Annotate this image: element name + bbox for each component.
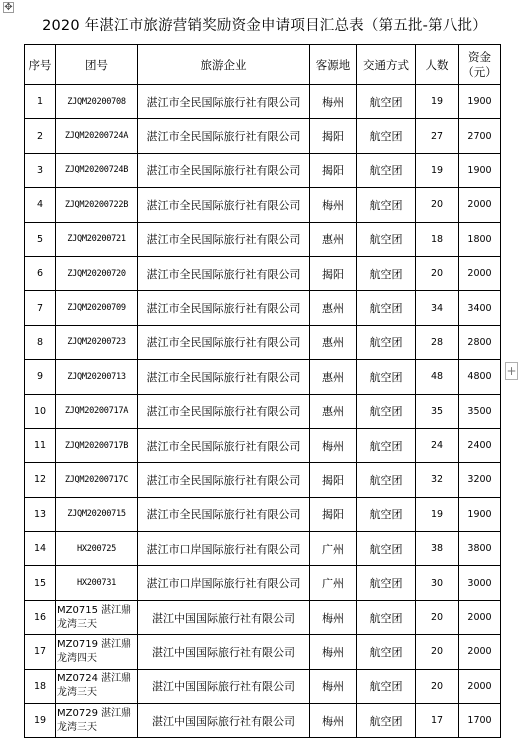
cell-people: 19 [416,153,459,187]
cell-fund: 3000 [459,566,501,600]
header-fund-line1: 资金 [468,49,491,64]
cell-source: 揭阳 [310,256,357,290]
cell-team: ZJQM20200713 [56,360,138,394]
cell-transport: 航空团 [357,566,416,600]
cell-fund: 2000 [459,188,501,222]
cell-seq: 6 [25,256,56,290]
cell-team: ZJQM20200723 [56,325,138,359]
cell-transport: 航空团 [357,325,416,359]
cell-company: 湛江市全民国际旅行社有限公司 [138,222,310,256]
cell-team: ZJQM20200724B [56,153,138,187]
cell-transport: 航空团 [357,394,416,428]
cell-seq: 2 [25,119,56,153]
cell-people: 32 [416,463,459,497]
cell-team: ZJQM20200724A [56,119,138,153]
cell-fund: 2000 [459,669,501,703]
header-source: 客源地 [310,45,357,85]
cell-team: ZJQM20200722B [56,188,138,222]
cell-source: 惠州 [310,222,357,256]
cell-people: 27 [416,119,459,153]
cell-transport: 航空团 [357,635,416,669]
cell-company: 湛江市全民国际旅行社有限公司 [138,463,310,497]
header-fund-line2: （元） [462,64,497,79]
cell-people: 20 [416,600,459,634]
cell-people: 17 [416,704,459,738]
cell-seq: 19 [25,704,56,738]
cell-company: 湛江市全民国际旅行社有限公司 [138,291,310,325]
table-row [25,256,501,290]
cell-company: 湛江市全民国际旅行社有限公司 [138,256,310,290]
cell-company: 湛江市全民国际旅行社有限公司 [138,188,310,222]
cell-seq: 5 [25,222,56,256]
cell-fund: 2000 [459,600,501,634]
cell-source: 梅州 [310,600,357,634]
table-row [25,222,501,256]
cell-transport: 航空团 [357,669,416,703]
cell-team: HX200731 [56,566,138,600]
cell-source: 梅州 [310,188,357,222]
table-row [25,188,501,222]
cell-transport: 航空团 [357,532,416,566]
table-row [25,153,501,187]
cell-company: 湛江中国国际旅行社有限公司 [138,704,310,738]
cell-transport: 航空团 [357,153,416,187]
cell-source: 惠州 [310,325,357,359]
cell-fund: 2700 [459,119,501,153]
cell-team: ZJQM20200709 [56,291,138,325]
table-row [25,85,501,119]
cell-company: 湛江中国国际旅行社有限公司 [138,600,310,634]
cell-source: 梅州 [310,635,357,669]
cell-people: 18 [416,222,459,256]
cell-people: 20 [416,188,459,222]
cell-seq: 3 [25,153,56,187]
cell-fund: 1700 [459,704,501,738]
cell-people: 28 [416,325,459,359]
cell-fund: 3200 [459,463,501,497]
cell-company: 湛江市全民国际旅行社有限公司 [138,153,310,187]
cell-fund: 3500 [459,394,501,428]
cell-source: 惠州 [310,291,357,325]
cell-people: 38 [416,532,459,566]
document-title: 2020 年湛江市旅游营销奖励资金申请项目汇总表（第五批-第八批） [42,18,487,34]
table-row [25,669,501,703]
cell-source: 广州 [310,566,357,600]
table-row [25,463,501,497]
summary-table [24,44,501,738]
cell-company: 湛江市全民国际旅行社有限公司 [138,360,310,394]
cell-seq: 1 [25,85,56,119]
cell-people: 30 [416,566,459,600]
cell-team: ZJQM20200717A [56,394,138,428]
cell-fund: 2400 [459,428,501,462]
cell-source: 梅州 [310,669,357,703]
table-row [25,704,501,738]
cell-seq: 16 [25,600,56,634]
cell-fund: 1800 [459,222,501,256]
cell-source: 梅州 [310,85,357,119]
cell-team: ZJQM20200717B [56,428,138,462]
plus-icon[interactable]: + [506,364,517,378]
cell-fund: 2000 [459,256,501,290]
table-row [25,325,501,359]
cell-company: 湛江市全民国际旅行社有限公司 [138,325,310,359]
cell-people: 34 [416,291,459,325]
header-team: 团号 [56,45,138,85]
cell-source: 惠州 [310,394,357,428]
cell-seq: 10 [25,394,56,428]
cell-fund: 2000 [459,635,501,669]
cell-seq: 12 [25,463,56,497]
cell-seq: 18 [25,669,56,703]
cell-team: MZ0729 湛江鼎龙湾三天 [56,704,138,738]
cell-transport: 航空团 [357,463,416,497]
cell-team: ZJQM20200720 [56,256,138,290]
cell-company: 湛江市口岸国际旅行社有限公司 [138,566,310,600]
cell-seq: 9 [25,360,56,394]
table-row [25,600,501,634]
table-row [25,291,501,325]
header-row [25,45,501,85]
cell-fund: 3400 [459,291,501,325]
cell-fund: 2800 [459,325,501,359]
cell-source: 揭阳 [310,497,357,531]
cell-transport: 航空团 [357,222,416,256]
cell-team: ZJQM20200717C [56,463,138,497]
cell-seq: 4 [25,188,56,222]
cell-transport: 航空团 [357,360,416,394]
cell-company: 湛江市全民国际旅行社有限公司 [138,119,310,153]
cell-transport: 航空团 [357,188,416,222]
cell-fund: 1900 [459,85,501,119]
cell-seq: 11 [25,428,56,462]
table-row [25,532,501,566]
cell-team: MZ0719 湛江鼎龙湾四天 [56,635,138,669]
table-row [25,428,501,462]
cell-company: 湛江中国国际旅行社有限公司 [138,635,310,669]
cell-people: 19 [416,85,459,119]
cell-transport: 航空团 [357,497,416,531]
cell-source: 揭阳 [310,463,357,497]
cell-people: 48 [416,360,459,394]
cell-transport: 航空团 [357,291,416,325]
cell-fund: 1900 [459,497,501,531]
cell-people: 20 [416,256,459,290]
cell-transport: 航空团 [357,256,416,290]
table-row [25,497,501,531]
cell-source: 揭阳 [310,153,357,187]
cell-seq: 8 [25,325,56,359]
cell-fund: 3800 [459,532,501,566]
header-transport: 交通方式 [357,45,416,85]
cell-people: 35 [416,394,459,428]
header-company: 旅游企业 [138,45,310,85]
cell-people: 20 [416,669,459,703]
cell-team: MZ0715 湛江鼎龙湾三天 [56,600,138,634]
cell-transport: 航空团 [357,119,416,153]
cell-source: 梅州 [310,704,357,738]
cell-transport: 航空团 [357,85,416,119]
cell-company: 湛江市全民国际旅行社有限公司 [138,85,310,119]
table-row [25,394,501,428]
cell-fund: 1900 [459,153,501,187]
cell-people: 24 [416,428,459,462]
table-row [25,119,501,153]
cell-source: 梅州 [310,428,357,462]
cell-seq: 7 [25,291,56,325]
cell-source: 惠州 [310,360,357,394]
cell-people: 20 [416,635,459,669]
table-row [25,566,501,600]
cell-seq: 15 [25,566,56,600]
cell-fund: 4800 [459,360,501,394]
cell-company: 湛江市全民国际旅行社有限公司 [138,497,310,531]
cell-seq: 13 [25,497,56,531]
header-seq: 序号 [25,45,56,85]
cell-team: ZJQM20200715 [56,497,138,531]
cell-team: ZJQM20200708 [56,85,138,119]
move-cross-icon[interactable]: ✥ [4,2,13,13]
cell-transport: 航空团 [357,600,416,634]
table-row [25,635,501,669]
cell-team: ZJQM20200721 [56,222,138,256]
cell-people: 19 [416,497,459,531]
cell-team: HX200725 [56,532,138,566]
cell-source: 广州 [310,532,357,566]
cell-seq: 17 [25,635,56,669]
cell-transport: 航空团 [357,428,416,462]
cell-company: 湛江市全民国际旅行社有限公司 [138,394,310,428]
cell-team: MZ0724 湛江鼎龙湾三天 [56,669,138,703]
cell-company: 湛江中国国际旅行社有限公司 [138,669,310,703]
cell-transport: 航空团 [357,704,416,738]
cell-company: 湛江市全民国际旅行社有限公司 [138,428,310,462]
header-people: 人数 [416,45,459,85]
header-fund [459,45,501,85]
cell-seq: 14 [25,532,56,566]
cell-source: 揭阳 [310,119,357,153]
cell-company: 湛江市口岸国际旅行社有限公司 [138,532,310,566]
table-row [25,360,501,394]
